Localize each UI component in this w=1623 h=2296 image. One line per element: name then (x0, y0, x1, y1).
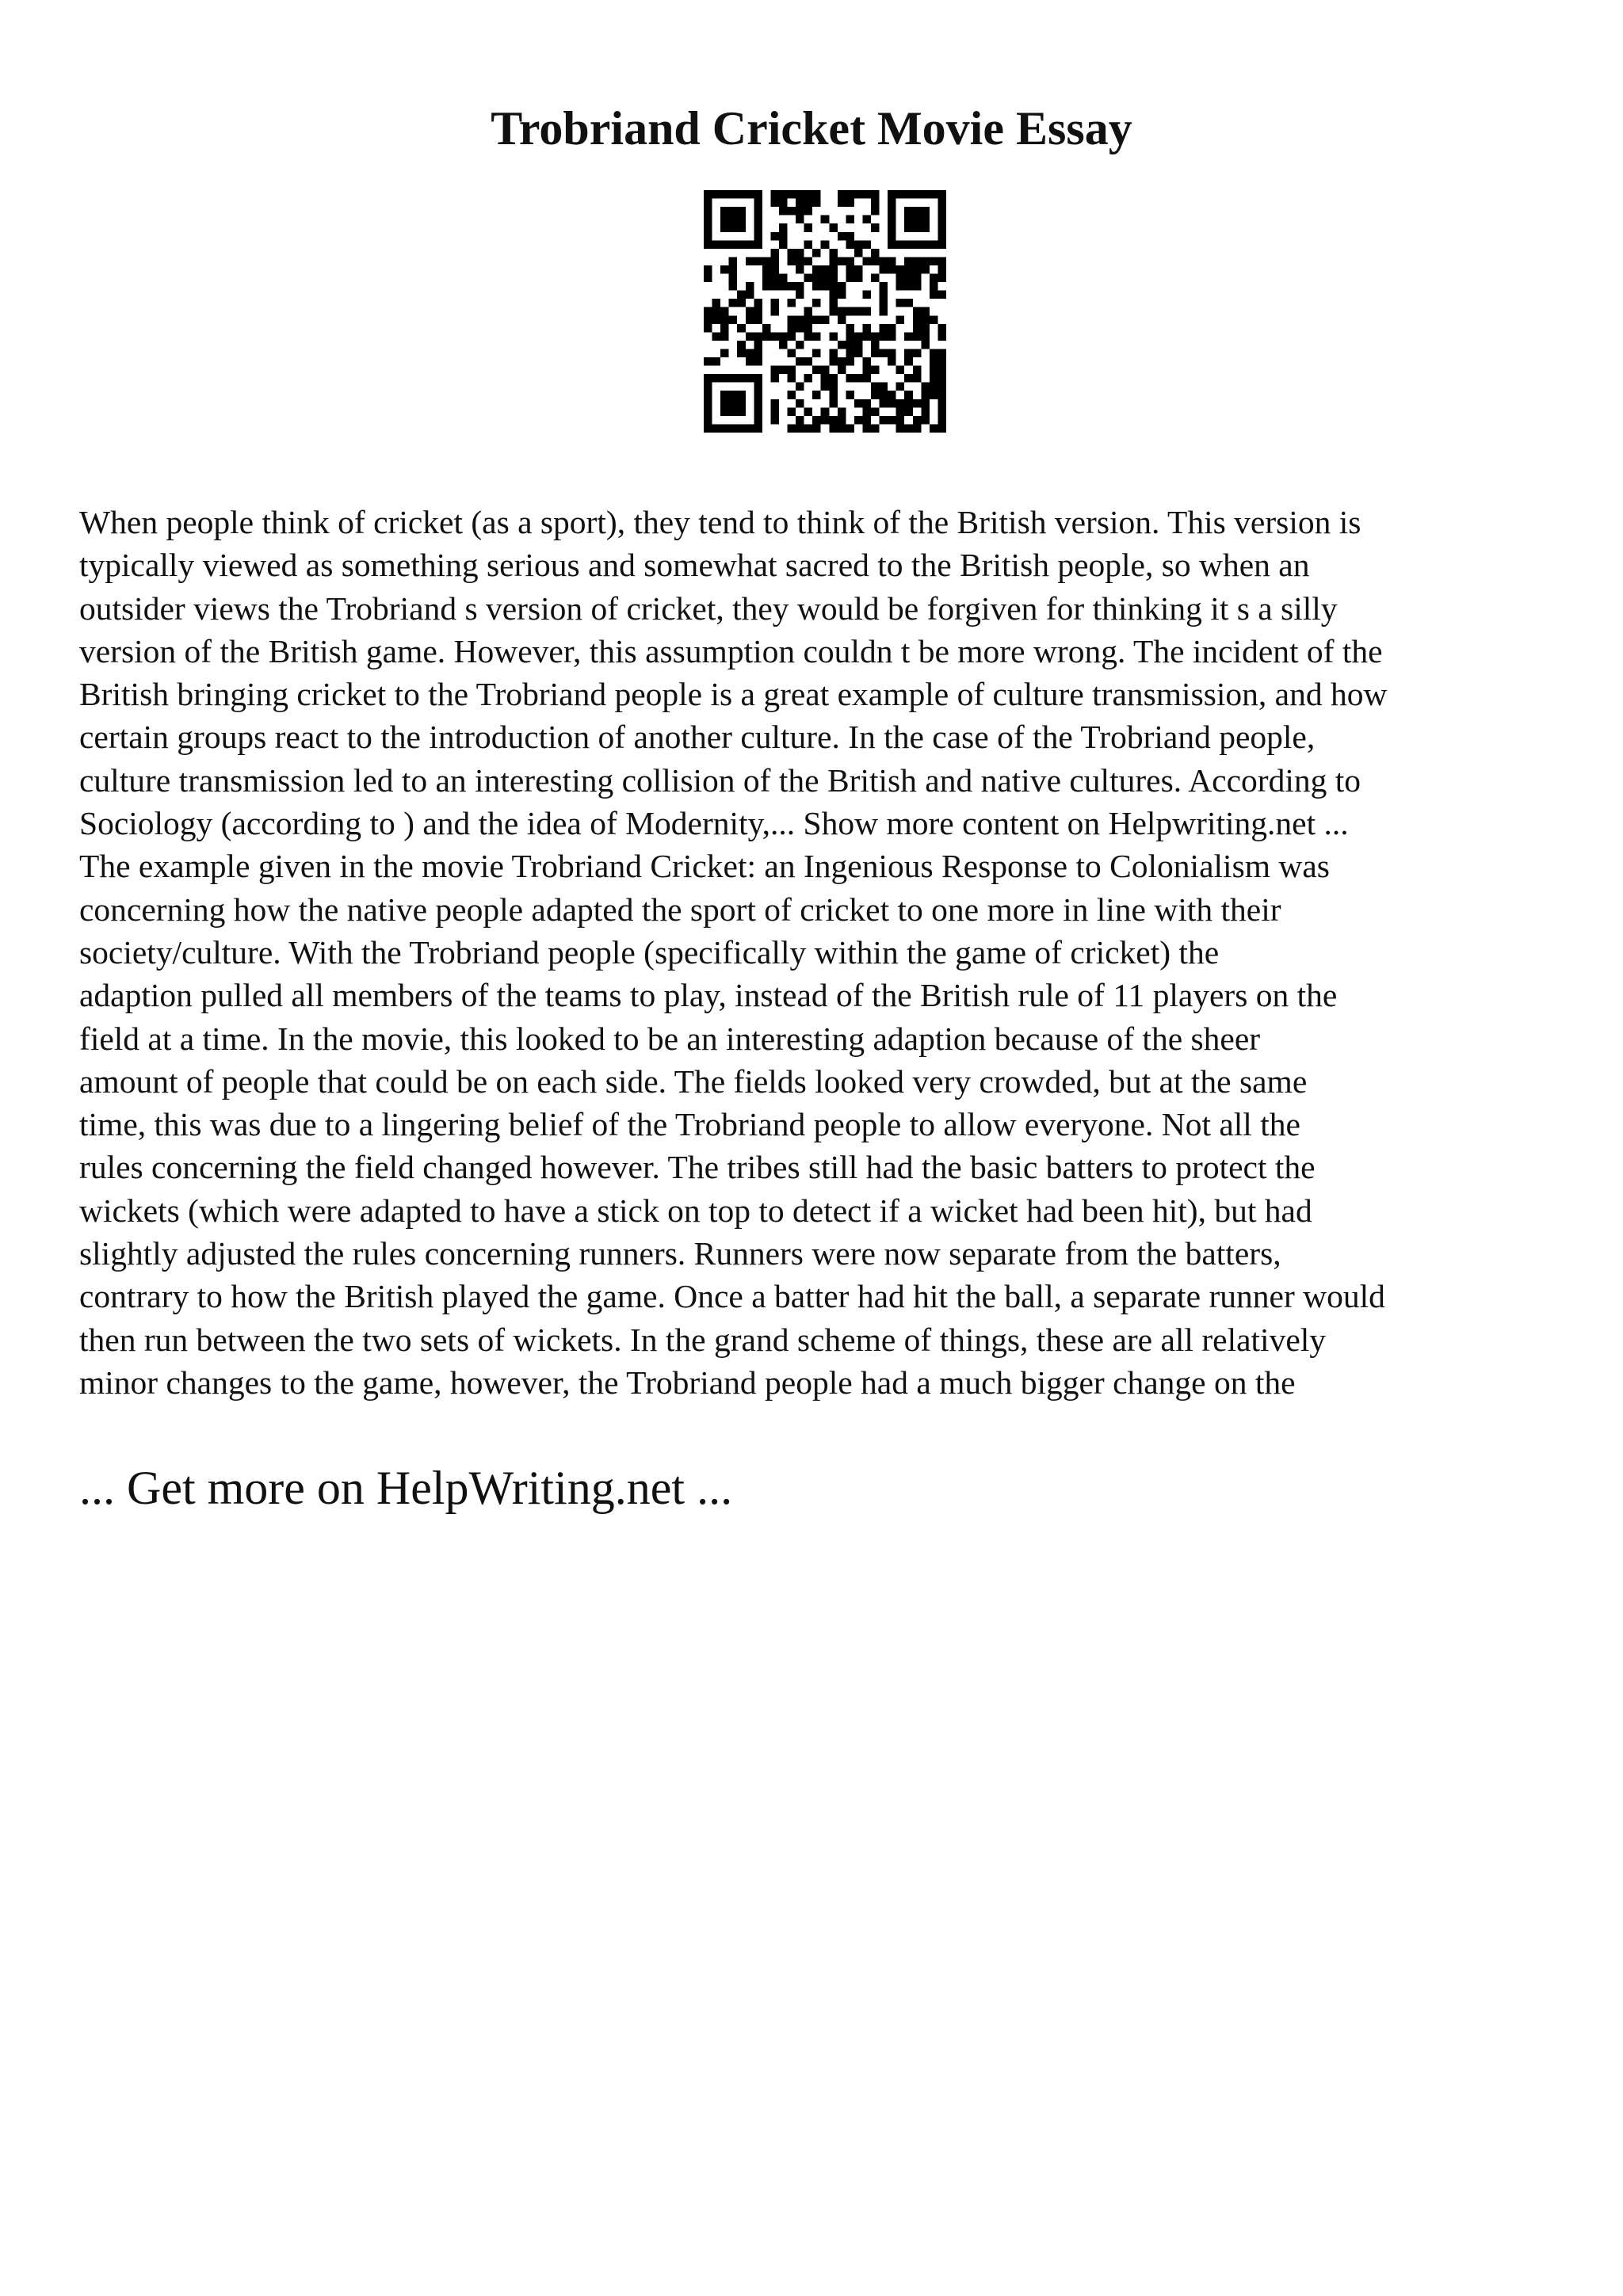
body-line: typically viewed as something serious and somewhat sacred to the British people, so when an (79, 547, 1310, 584)
body-line: concerning how the native people adapted the sport of cricket to one more in line with their (79, 891, 1281, 928)
body-line: contrary to how the British played the game. Once a batter had hit the ball, a separate runner would (79, 1278, 1385, 1315)
body-line: time, this was due to a lingering belief of the Trobriand people to allow everyone. Not all the (79, 1106, 1300, 1143)
body-line: slightly adjusted the rules concerning runners. Runners were now separate from the batters, (79, 1235, 1281, 1272)
qr-code-icon[interactable] (704, 190, 946, 433)
get-more-link[interactable]: ... Get more on HelpWriting.net ... (79, 1462, 733, 1514)
essay-body (79, 501, 1569, 1404)
body-line: British bringing cricket to the Trobriand people is a great example of culture transmission, and how (79, 676, 1388, 713)
body-line: version of the British game. However, this assumption couldn t be more wrong. The incident of the (79, 632, 1383, 669)
body-line: The example given in the movie Trobriand Cricket: an Ingenious Response to Colonialism was (79, 848, 1330, 885)
body-line: field at a time. In the movie, this looked to be an interesting adaption because of the sheer (79, 1020, 1261, 1057)
body-line: rules concerning the field changed however. The tribes still had the basic batters to protect the (79, 1149, 1316, 1186)
body-line: outsider views the Trobriand s version of cricket, they would be forgiven for thinking it s a silly (79, 589, 1338, 627)
body-line: When people think of cricket (as a sport), they tend to think of the British version. This version is (79, 504, 1361, 540)
body-line: then run between the two sets of wickets. In the grand scheme of things, these are all relatively (79, 1321, 1327, 1358)
body-line: amount of people that could be on each side. The fields looked very crowded, but at the same (79, 1062, 1308, 1100)
body-line: minor changes to the game, however, the Trobriand people had a much bigger change on the (79, 1363, 1296, 1401)
body-line: Sociology (according to ) and the idea of Modernity,... Show more content on Helpwriting.net ... (79, 805, 1349, 842)
body-line: culture transmission led to an interesting collision of the British and native cultures. According to (79, 761, 1361, 799)
body-line: society/culture. With the Trobriand people (specifically within the game of cricket) the (79, 933, 1220, 971)
body-line: certain groups react to the introduction of another culture. In the case of the Trobriand people, (79, 719, 1316, 756)
body-line: wickets (which were adapted to have a stick on top to detect if a wicket had been hit), but had (79, 1192, 1312, 1229)
document-title: Trobriand Cricket Movie Essay (491, 102, 1132, 154)
body-line: adaption pulled all members of the teams to play, instead of the British rule of 11 players on the (79, 977, 1338, 1014)
